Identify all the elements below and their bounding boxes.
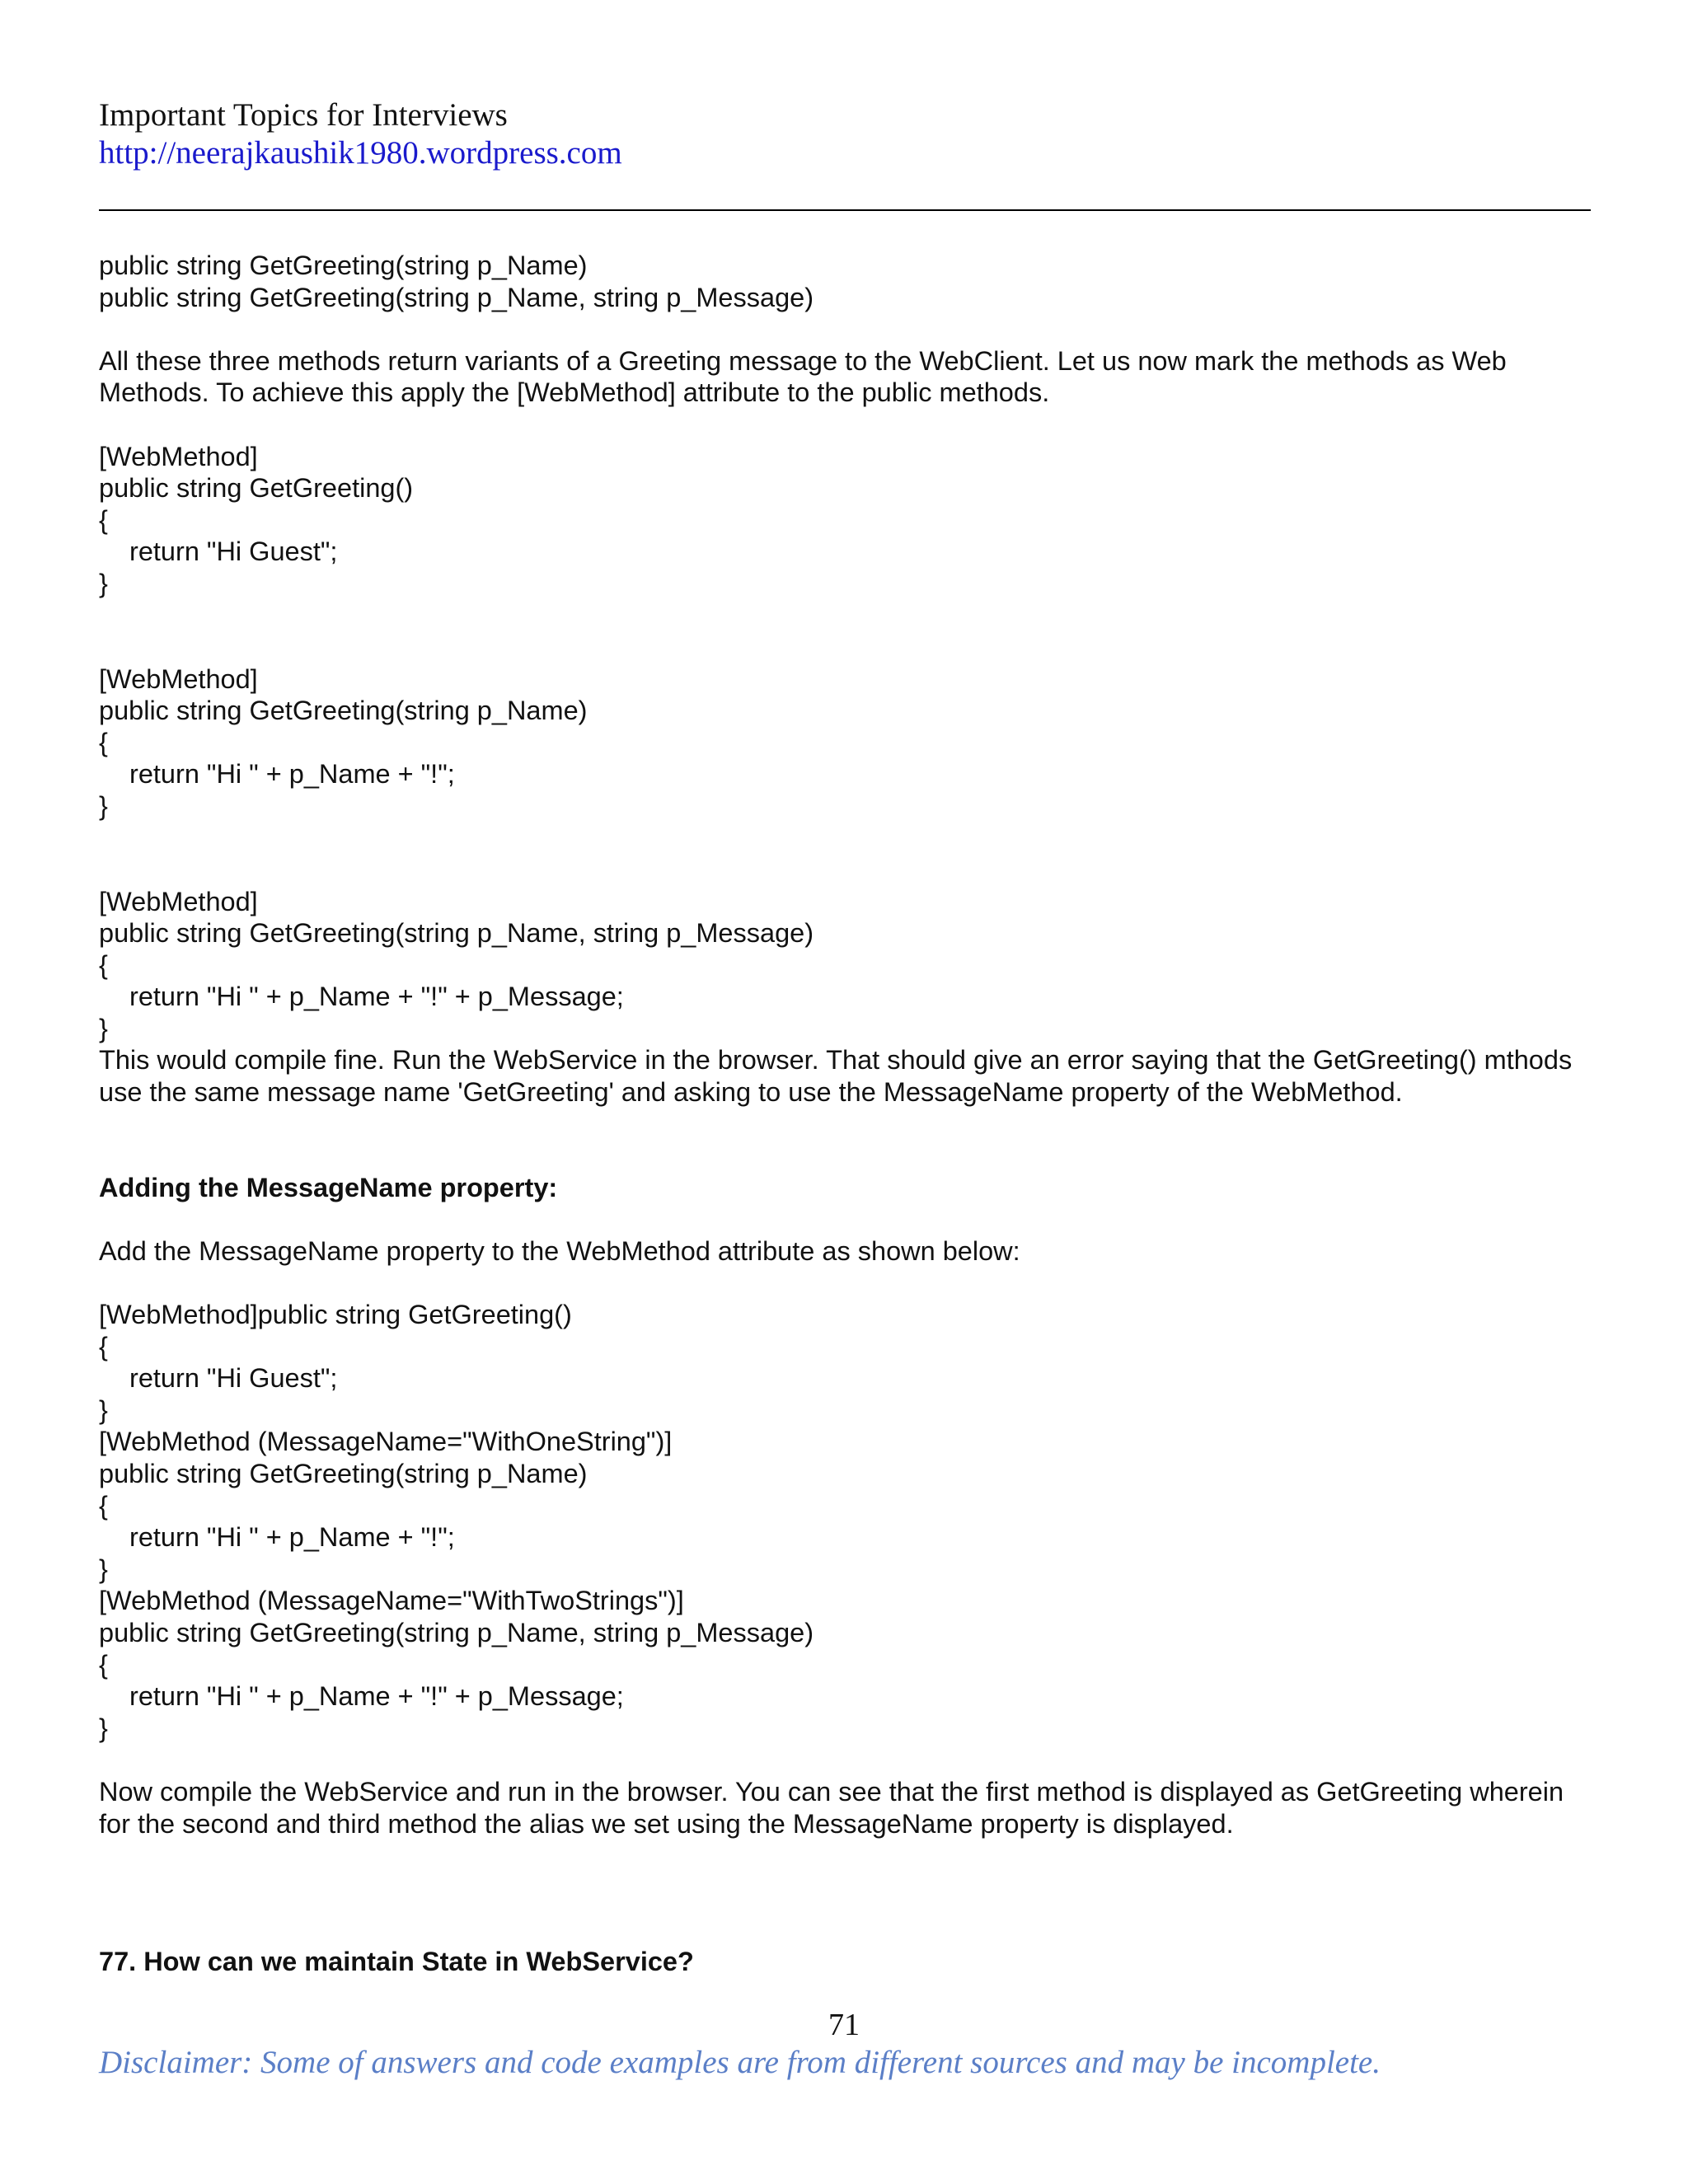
- code-line: [WebMethod]: [99, 886, 258, 916]
- code-line: return "Hi " + p_Name + "!" + p_Message;: [129, 1681, 624, 1712]
- code-block-2: [99, 663, 1591, 823]
- code-block-5: [99, 1426, 1591, 1585]
- code-line: [WebMethod]: [99, 441, 258, 471]
- header-divider: [99, 209, 1591, 211]
- code-block-3: [99, 886, 1591, 1045]
- code-line: public string GetGreeting(string p_Name): [99, 696, 588, 726]
- code-block-6: [99, 1585, 1591, 1744]
- code-line: return "Hi " + p_Name + "!" + p_Message;: [129, 982, 624, 1012]
- code-line: {: [99, 1331, 108, 1361]
- add-paragraph: Add the MessageName property to the WebMethod attribute as shown below:: [99, 1235, 1020, 1266]
- final-paragraph: Now compile the WebService and run in the browser. You can see that the first method is displayed as GetGreeting wherein for the second and third method the alias we set using the MessageName property is displayed.: [99, 1776, 1564, 1839]
- code-line: [WebMethod (MessageName="WithOneString")]: [99, 1427, 673, 1457]
- code-block-1: [99, 441, 1591, 600]
- header-url-link[interactable]: http://neerajkaushik1980.wordpress.com: [99, 135, 622, 171]
- code-line: return "Hi " + p_Name + "!";: [129, 759, 455, 790]
- code-line: {: [99, 1649, 108, 1680]
- page-content: [99, 250, 1591, 1978]
- header-title: Important Topics for Interviews: [99, 97, 508, 133]
- code-line: public string GetGreeting(string p_Name): [99, 1459, 588, 1488]
- code-line: [WebMethod]: [99, 663, 258, 694]
- code-line: }: [99, 1554, 108, 1584]
- code-line: public string GetGreeting(string p_Name): [99, 251, 588, 280]
- code-line: }: [99, 790, 108, 821]
- code-line: return "Hi " + p_Name + "!";: [129, 1522, 455, 1553]
- code-line: public string GetGreeting(string p_Name, string p_Message): [99, 918, 814, 949]
- code-line: {: [99, 949, 108, 980]
- code-line: public string GetGreeting(string p_Name, string p_Message): [99, 282, 814, 312]
- question-heading: 77. How can we maintain State in WebService?: [99, 1947, 694, 1977]
- code-line: {: [99, 727, 108, 757]
- page-header: [99, 96, 1591, 172]
- code-line: [WebMethod (MessageName="WithTwoStrings")]: [99, 1586, 684, 1616]
- code-line: }: [99, 1394, 108, 1425]
- code-line: }: [99, 1013, 108, 1043]
- section-heading: Adding the MessageName property:: [99, 1172, 558, 1202]
- footer-disclaimer: Disclaimer: Some of answers and code examples are from different sources and may be incomplete.: [99, 2045, 1381, 2080]
- code-line: }: [99, 1713, 108, 1743]
- code-line: public string GetGreeting(): [99, 473, 414, 504]
- code-block-4: [99, 1299, 1591, 1426]
- compile-paragraph: This would compile fine. Run the WebService in the browser. That should give an error saying that the GetGreeting() mthods use the same message name 'GetGreeting' and asking to use the MessageName property of the WebMethod.: [99, 1045, 1573, 1108]
- code-line: {: [99, 504, 108, 535]
- page-number: 71: [828, 2008, 860, 2042]
- code-line: return "Hi Guest";: [129, 537, 338, 567]
- code-line: [WebMethod]public string GetGreeting(): [99, 1300, 572, 1330]
- intro-paragraph: All these three methods return variants of a Greeting message to the WebClient. Let us now mark the methods as Web Methods. To achieve this apply the [WebMethod] attribute to the public methods.: [99, 345, 1507, 408]
- code-line: public string GetGreeting(string p_Name, string p_Message): [99, 1617, 814, 1647]
- code-line: }: [99, 568, 108, 598]
- code-line: {: [99, 1490, 108, 1521]
- code-line: return "Hi Guest";: [129, 1363, 338, 1394]
